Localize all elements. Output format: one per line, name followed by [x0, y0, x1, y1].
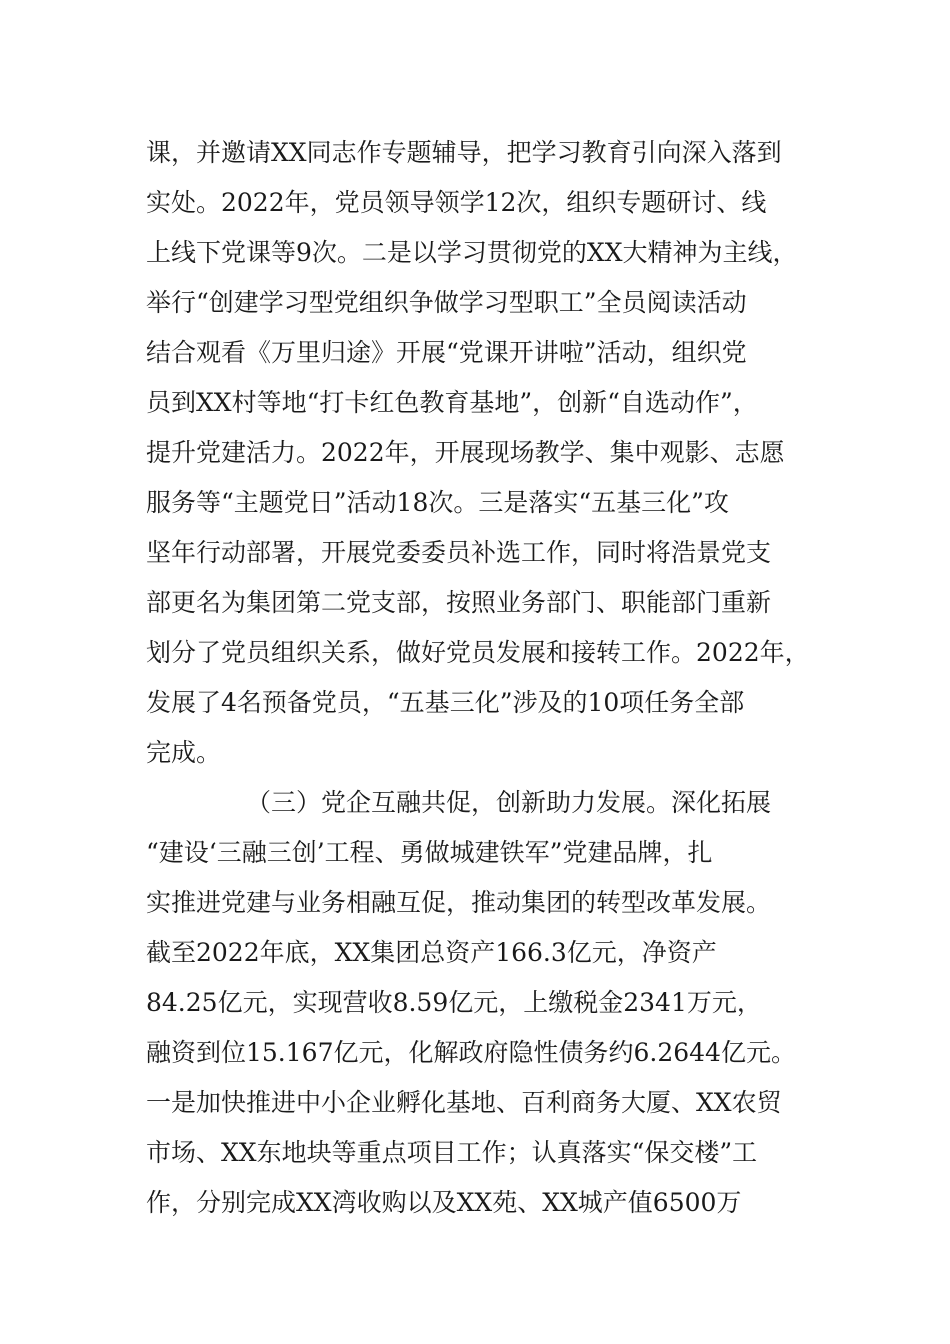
text-line: 结合观看《万里归途》开展“党课开讲啦”活动，组织党 [146, 338, 747, 367]
text-line: “建设‘三融三创’工程、勇做城建铁军”党建品牌，扎 [146, 838, 713, 867]
text-line: 划分了党员组织关系，做好党员发展和接转工作。2022年， [146, 638, 810, 667]
text-line: 作，分别完成XX湾收购以及XX苑、XX城产值6500万 [146, 1188, 742, 1217]
section-heading-line: （三）党企互融共促，创新助力发展。深化拓展 [246, 788, 772, 817]
text-line: 一是加快推进中小企业孵化基地、百利商务大厦、XX农贸 [146, 1088, 782, 1117]
text-line: 84.25亿元，实现营收8.59亿元，上缴税金2341万元， [146, 988, 762, 1017]
text-line: 服务等“主题党日”活动18次。三是落实“五基三化”攻 [146, 488, 729, 517]
text-line: 课，并邀请XX同志作专题辅导，把学习教育引向深入落到 [146, 138, 782, 167]
text-line: 市场、XX东地块等重点项目工作；认真落实“保交楼”工 [146, 1138, 758, 1167]
text-line: 部更名为集团第二党支部，按照业务部门、职能部门重新 [146, 588, 772, 617]
body-text [146, 128, 836, 1228]
text-line: 举行“创建学习型党组织争做学习型职工”全员阅读活动 [146, 288, 747, 317]
text-line: 融资到位15.167亿元，化解政府隐性债务约6.2644亿元。 [146, 1038, 796, 1067]
text-line: 截至2022年底，XX集团总资产166.3亿元，净资产 [146, 938, 717, 967]
text-line: 提升党建活力。2022年，开展现场教学、集中观影、志愿 [146, 438, 785, 467]
text-line: 上线下党课等9次。二是以学习贯彻党的XX大精神为主线， [146, 238, 798, 267]
text-line: 员到XX村等地“打卡红色教育基地”，创新“自选动作”， [146, 388, 758, 417]
text-line: 实推进党建与业务相融互促，推动集团的转型改革发展。 [146, 888, 772, 917]
text-line: 实处。2022年，党员领导领学12次，组织专题研讨、线 [146, 188, 767, 217]
text-line: 坚年行动部署，开展党委委员补选工作，同时将浩景党支 [146, 538, 772, 567]
text-line: 完成。 [146, 738, 222, 767]
text-line: 发展了4名预备党员，“五基三化”涉及的10项任务全部 [146, 688, 745, 717]
